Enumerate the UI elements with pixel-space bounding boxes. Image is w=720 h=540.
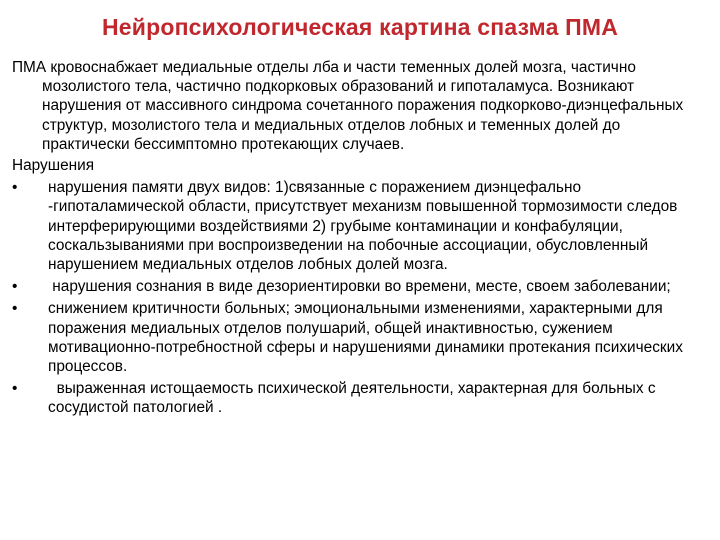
intro-paragraph: ПМА кровоснабжает медиальные отделы лба и части теменных долей мозга, частично мозолистого тела, частично подкорковых образований и гипоталамуса. Возникают нарушения от массивного синдрома сочетанного поражения подкорково-диэнцефальных структур, мозолистого тела и медиальных отделов лобных и теменных долей до практически бессимптомно протекающих случаев.: [12, 59, 684, 153]
list-item: [12, 299, 702, 376]
list-item: [12, 178, 702, 274]
list-item: [12, 277, 702, 296]
disorders-list: [12, 178, 702, 417]
bullet-icon: •: [12, 380, 18, 398]
bullet-icon: •: [12, 179, 18, 197]
list-item-text: нарушения сознания в виде дезориентировки во времени, месте, своем заболевании;: [48, 278, 671, 296]
list-item-text: выраженная истощаемость психической деятельности, характерная для больных с сосудистой патологией .: [48, 380, 660, 417]
slide-title: Нейропсихологическая картина спазма ПМА: [101, 14, 619, 40]
section-heading: Нарушения: [12, 157, 95, 175]
list-item-text: снижением критичности больных; эмоциональными изменениями, характерными для поражения медиальных отделов полушарий, общей инактивностью, сужением мотивационно-потребностной сферы и нарушениями динамики протекания психических процессов.: [48, 300, 683, 376]
slide-body: [12, 58, 702, 418]
bullet-icon: •: [12, 278, 18, 296]
list-item-text: нарушения памяти двух видов: 1)связанные с поражением диэнцефально -гипоталамической области, присутствует механизм повышенной тормозимости следов интерферирующими воздействиями 2) грубыме контаминации и конфабуляции, соскальзываниями при воспроизведении на побочные ассоциации, обусловленный нарушением медиальных отделов лобных долей мозга.: [48, 179, 678, 274]
bullet-icon: •: [12, 300, 18, 318]
list-item: [12, 379, 702, 417]
